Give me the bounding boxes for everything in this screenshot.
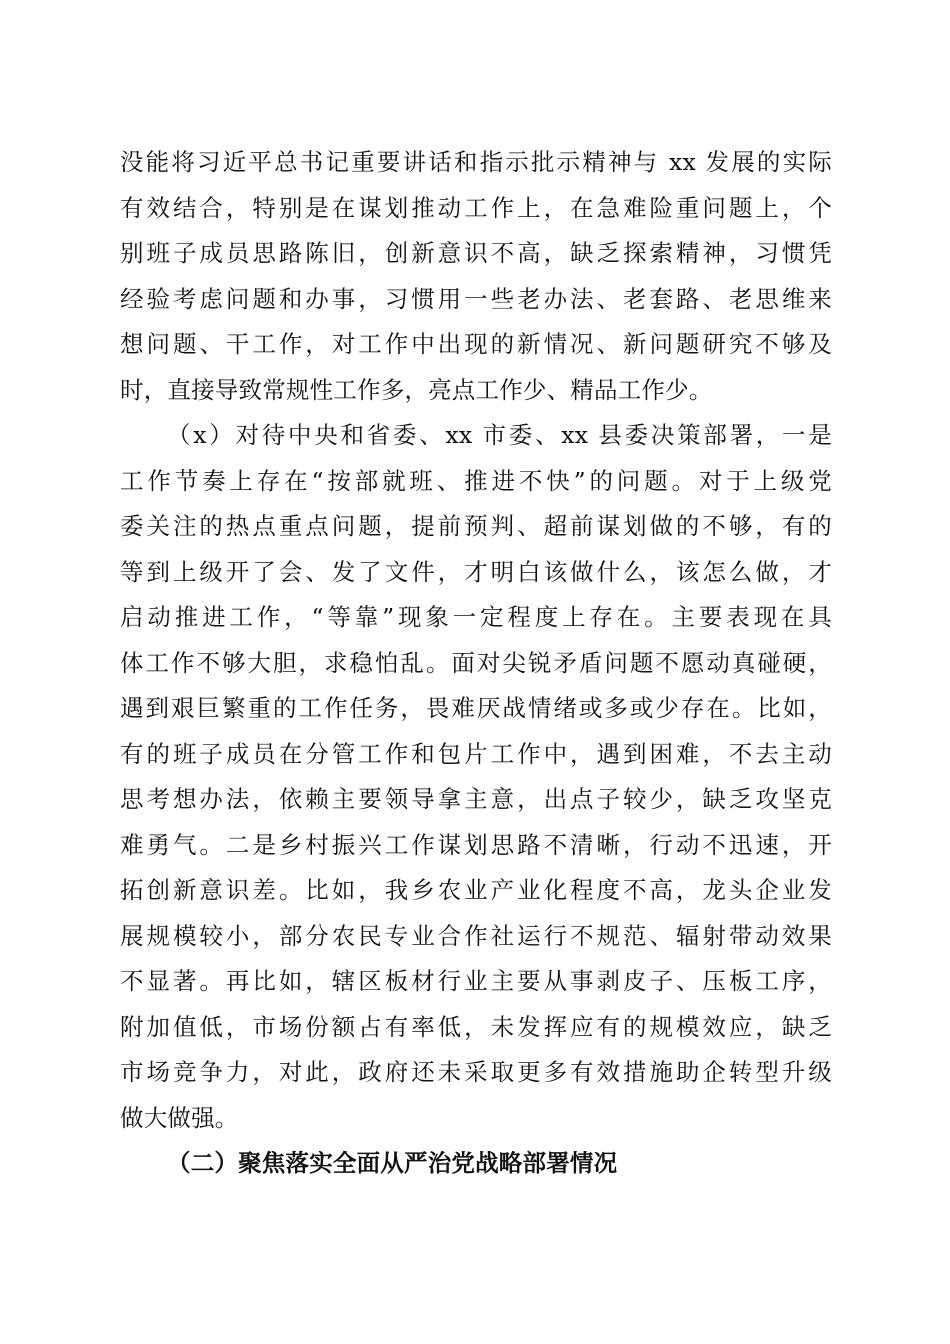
text-line: 别班子成员思路陈旧，创新意识不高，缺乏探索精神，习惯凭 [120,239,832,267]
text-line: 思考想办法，依赖主要领导拿主意，出点子较少，缺乏攻坚克 [120,785,832,813]
document-body [120,140,832,1187]
text-line: 遇到艰巨繁重的工作任务，畏难厌战情绪或多或少存在。比如， [120,694,832,722]
section-heading: （二）聚焦落实全面从严治党战略部署情况 [167,1149,618,1177]
text-line: 附加值低，市场份额占有率低，未发挥应有的规模效应，缺乏 [120,1012,832,1041]
text-line: 经验考虑问题和办事，习惯用一些老办法、老套路、老思维来 [120,284,832,313]
text-line: 不显著。再比如，辖区板材行业主要从事剥皮子、压板工序， [120,967,832,995]
text-line: 时，直接导致常规性工作多，亮点工作少、精品工作少。 [120,375,713,404]
text-line: 想问题、干工作，对工作中出现的新情况、新问题研究不够及 [120,330,832,358]
text-line: 展规模较小，部分农民专业合作社运行不规范、辐射带动效果 [120,921,832,950]
text-line: 拓创新意识差。比如，我乡农业产业化程度不高，龙头企业发 [120,876,832,904]
paragraph-first-line: （x）对待中央和省委、xx 市委、xx 县委决策部署，一是 [167,421,832,449]
text-line: 有的班子成员在分管工作和包片工作中，遇到困难，不去主动 [120,739,832,768]
text-line: 有效结合，特别是在谋划推动工作上，在急难险重问题上，个 [120,193,832,222]
text-line: 等到上级开了会、发了文件，才明白该做什么，该怎么做，才 [120,557,832,586]
text-line: 体工作不够大胆，求稳怕乱。面对尖锐矛盾问题不愿动真碰硬， [120,648,832,677]
text-line: 难勇气。二是乡村振兴工作谋划思路不清晰，行动不迅速，开 [120,830,832,859]
text-line: 没能将习近平总书记重要讲话和指示批示精神与 xx 发展的实际 [120,148,832,176]
text-line: 启动推进工作，“等靠”现象一定程度上存在。主要表现在具 [120,603,832,631]
text-line: 做大做强。 [120,1103,239,1132]
text-line: 市场竞争力，对此，政府还未采取更多有效措施助企转型升级 [120,1058,832,1086]
text-line: 工作节奏上存在“按部就班、推进不快”的问题。对于上级党 [120,466,832,495]
text-line: 委关注的热点重点问题，提前预判、超前谋划做的不够，有的 [120,512,832,540]
